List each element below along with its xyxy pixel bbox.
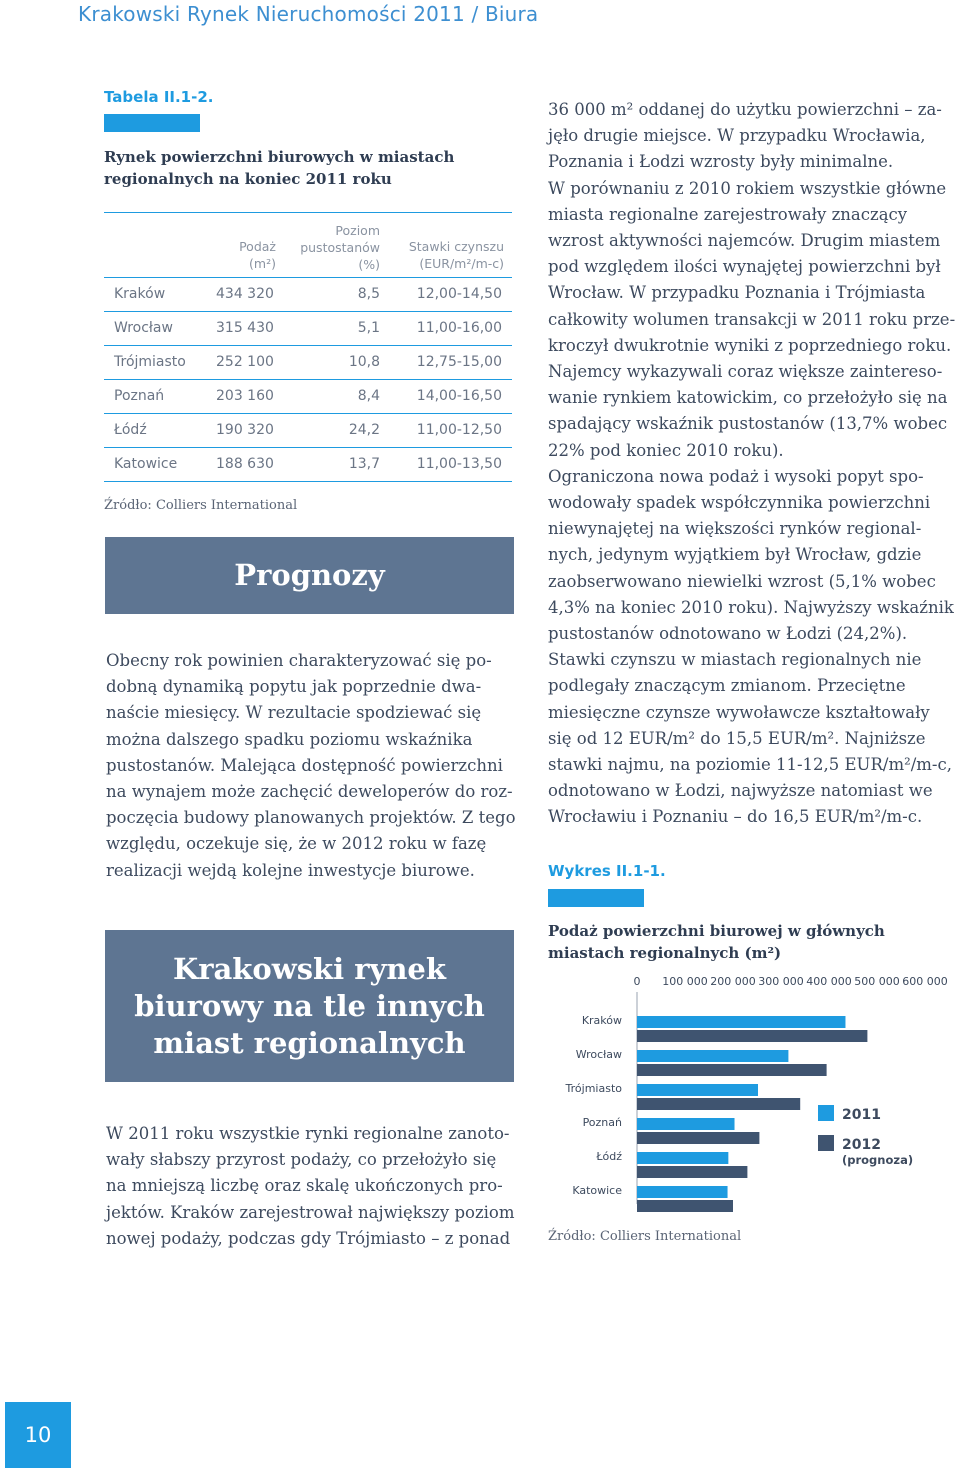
text-line: 36 000 m² oddanej do użytku powierzchni – za- (548, 100, 942, 119)
header-rent-line: Stawki czynszu (408, 239, 504, 254)
banner-line: miast regionalnych (153, 1025, 466, 1060)
cell-rent: 12,00-14,50 (416, 286, 502, 302)
cell-supply: 252 100 (216, 354, 274, 370)
text-line: 4,3% na koniec 2010 roku). Najwyższy wskaźnik (548, 597, 954, 617)
text-line: można dalszego spadku poziomu wskaźnika (106, 729, 473, 749)
header-supply (216, 238, 276, 272)
bar-2011-Wrocław (637, 1050, 788, 1062)
cell-vacancy: 8,4 (357, 388, 380, 404)
banner-line: biurowy na tle innych (134, 988, 485, 1023)
text-line: podlegały znaczącym zmianom. Przeciętne (548, 676, 906, 696)
table-row (104, 278, 512, 312)
x-tick-label: 300 000 (758, 975, 804, 988)
text-line: się od 12 EUR/m² do 15,5 EUR/m². Najniższe (548, 728, 926, 748)
figure-title (548, 920, 948, 964)
header-vacancy (270, 222, 380, 273)
table-row (104, 312, 512, 346)
text-line: miasta regionalne zarejestrowały znaczący (548, 204, 908, 224)
bar-2012-Łódź (637, 1166, 747, 1178)
text-line: spadający wskaźnik pustostanów (13,7% wobec (548, 414, 948, 434)
cell-rent: 11,00-13,50 (416, 456, 502, 472)
legend-label: 2011 (842, 1107, 881, 1123)
bar-2012-Kraków (637, 1030, 867, 1042)
text-line: W porównaniu z 2010 rokiem wszystkie główne (548, 178, 947, 198)
section-banner-prognozy: Prognozy (105, 537, 514, 614)
page-number: 10 (5, 1402, 71, 1468)
text-line: naście miesięcy. W rezultacie spodziewać się (106, 703, 482, 723)
text-line: Ograniczona nowa podaż i wysoki popyt spo- (548, 466, 924, 486)
text-line: nowej podaży, podczas gdy Trójmiasto – z ponad (106, 1228, 511, 1248)
text-line: poczęcia budowy planowanych projektów. Z tego (106, 808, 516, 828)
bar-2011-Trójmiasto (637, 1084, 758, 1096)
text-line: jęło drugie miejsce. W przypadku Wrocławia, (548, 126, 926, 146)
table-source: Źródło: Colliers International (104, 498, 298, 513)
figure-source: Źródło: Colliers International (548, 1229, 742, 1244)
x-tick-label: 100 000 (662, 975, 708, 988)
legend-swatch (818, 1105, 834, 1121)
category-label: Kraków (581, 1014, 622, 1027)
text-line: pustostanów. Malejąca dostępność powierzchni (106, 755, 503, 775)
cell-rent: 11,00-12,50 (416, 422, 502, 438)
header-supply-unit: (m²) (249, 256, 276, 271)
bar-2011-Poznań (637, 1118, 735, 1130)
figure-title-line: Podaż powierzchni biurowej w głównych (548, 922, 885, 940)
text-line: W 2011 roku wszystkie rynki regionalne zanoto- (106, 1124, 510, 1143)
text-line: stawki najmu, na poziomie 11-12,5 EUR/m²/m-c, (548, 755, 952, 775)
page-header-title: Krakowski Rynek Nieruchomości 2011 / Biura (78, 2, 539, 26)
cell-city: Katowice (114, 456, 178, 472)
text-line: kroczył dwukrotnie wyniki z poprzedniego roku. (548, 335, 952, 355)
text-line: nych, jedynym wyjątkiem był Wrocław, gdzie (548, 545, 922, 565)
text-line: całkowity wolumen transakcji w 2011 roku prze- (548, 309, 956, 329)
text-line: wanie rynkiem katowickim, co przełożyło się na (548, 388, 948, 408)
cell-rent: 11,00-16,00 (416, 320, 502, 336)
bar-2011-Łódź (637, 1152, 728, 1164)
text-line: 22% pod koniec 2010 roku). (548, 440, 784, 460)
table-title-line: Rynek powierzchni biurowych w miastach (104, 148, 455, 166)
x-tick-label: 400 000 (806, 975, 852, 988)
text-line: wodowały spadek współczynnika powierzchni (548, 493, 931, 513)
paragraph-right-column (548, 97, 955, 831)
text-line: Wrocławiu i Poznaniu – do 16,5 EUR/m²/m-c. (548, 807, 923, 827)
table-row (104, 380, 512, 414)
text-line: jektów. Kraków zarejestrował największy poziom (106, 1202, 515, 1222)
x-tick-label: 500 000 (854, 975, 900, 988)
paragraph-regional-markets (106, 1121, 515, 1252)
header-rent-unit: (EUR/m²/m-c) (419, 256, 504, 271)
header-rent (384, 238, 504, 272)
table-header (104, 213, 512, 278)
x-tick-label: 200 000 (710, 975, 756, 988)
legend-label: 2012 (842, 1137, 881, 1153)
cell-city: Łódź (114, 422, 147, 438)
category-label: Katowice (572, 1184, 622, 1197)
cell-vacancy: 10,8 (348, 354, 380, 370)
table-row (104, 448, 512, 482)
text-line: pod względem ilości wynajętej powierzchni był (548, 257, 941, 277)
text-line: dobną dynamiką popytu jak poprzednie dwa- (106, 677, 482, 697)
header-vacancy-unit: (%) (358, 257, 380, 272)
table-label: Tabela II.1-2. (104, 88, 214, 106)
legend-swatch (818, 1135, 834, 1151)
section-banner-krakow-market (105, 930, 514, 1082)
text-line: odnotowano w Łodzi, najwyższe natomiast we (548, 781, 933, 801)
x-tick-label: 0 (633, 975, 641, 988)
legend-sublabel: (prognoza) (842, 1153, 914, 1167)
text-line: Wrocław. W przypadku Poznania i Trójmiasta (548, 283, 926, 303)
text-line: na mniejszą liczbę oraz skalę ukończonych pro- (106, 1176, 503, 1196)
bar-2012-Trójmiasto (637, 1098, 800, 1110)
category-label: Trójmiasto (565, 1082, 622, 1095)
table-row (104, 346, 512, 380)
text-line: na wynajem może zachęcić deweloperów do roz- (106, 782, 513, 802)
regional-office-table (104, 212, 512, 482)
text-line: miesięczne czynsze wywoławcze kształtowały (548, 702, 930, 722)
figure-label: Wykres II.1-1. (548, 862, 666, 880)
cell-vacancy: 5,1 (357, 320, 380, 336)
cell-rent: 14,00-16,50 (416, 388, 502, 404)
header-supply-line: Podaż (239, 239, 276, 254)
text-line: wzrost aktywności najemców. Drugim miastem (548, 231, 941, 251)
cell-supply: 434 320 (216, 286, 274, 302)
text-line: pustostanów odnotowano w Łodzi (24,2%). (548, 624, 908, 644)
category-label: Poznań (582, 1116, 622, 1129)
cell-supply: 188 630 (216, 456, 274, 472)
cell-vacancy: 13,7 (348, 456, 380, 472)
bar-2012-Poznań (637, 1132, 759, 1144)
cell-rent: 12,75-15,00 (416, 354, 502, 370)
table-title (104, 146, 524, 190)
text-line: niewynajętej na większości rynków regional- (548, 519, 922, 539)
text-line: Obecny rok powinien charakteryzować się po- (106, 651, 492, 670)
bar-2011-Kraków (637, 1016, 845, 1028)
banner-line: Krakowski rynek (173, 951, 446, 986)
text-line: wały słabszy przyrost podaży, co przełożyło się (106, 1150, 497, 1170)
bar-2012-Katowice (637, 1200, 733, 1212)
bar-2011-Katowice (637, 1186, 728, 1198)
text-line: Stawki czynszu w miastach regionalnych nie (548, 650, 922, 670)
text-line: Poznania i Łodzi wzrosty były minimalne. (548, 152, 894, 172)
cell-city: Poznań (114, 388, 165, 404)
supply-bar-chart (540, 968, 948, 1220)
cell-supply: 203 160 (216, 388, 274, 404)
text-line: względu, oczekuje się, że w 2012 roku w fazę (106, 834, 487, 854)
cell-city: Kraków (114, 286, 166, 302)
category-label: Łódź (596, 1150, 622, 1163)
cell-supply: 190 320 (216, 422, 274, 438)
category-label: Wrocław (575, 1048, 622, 1061)
header-vacancy-line: Poziom (335, 223, 380, 238)
table-label-accent-bar (104, 114, 200, 132)
text-line: zaobserwowano niewielki wzrost (5,1% wobec (548, 571, 936, 591)
bar-2012-Wrocław (637, 1064, 827, 1076)
figure-title-line: miastach regionalnych (m²) (548, 944, 782, 962)
x-tick-label: 600 000 (902, 975, 948, 988)
cell-city: Wrocław (114, 320, 173, 336)
cell-supply: 315 430 (216, 320, 274, 336)
header-vacancy-line: pustostanów (300, 240, 380, 255)
figure-label-accent-bar (548, 889, 644, 907)
paragraph-prognozy (106, 648, 516, 884)
text-line: Najemcy wykazywali coraz większe zaintereso- (548, 362, 943, 382)
cell-city: Trójmiasto (114, 354, 186, 370)
text-line: realizacji wejdą kolejne inwestycje biurowe. (106, 860, 475, 880)
cell-vacancy: 8,5 (357, 286, 380, 302)
cell-vacancy: 24,2 (348, 422, 380, 438)
table-title-line: regionalnych na koniec 2011 roku (104, 170, 392, 188)
table-row (104, 414, 512, 448)
